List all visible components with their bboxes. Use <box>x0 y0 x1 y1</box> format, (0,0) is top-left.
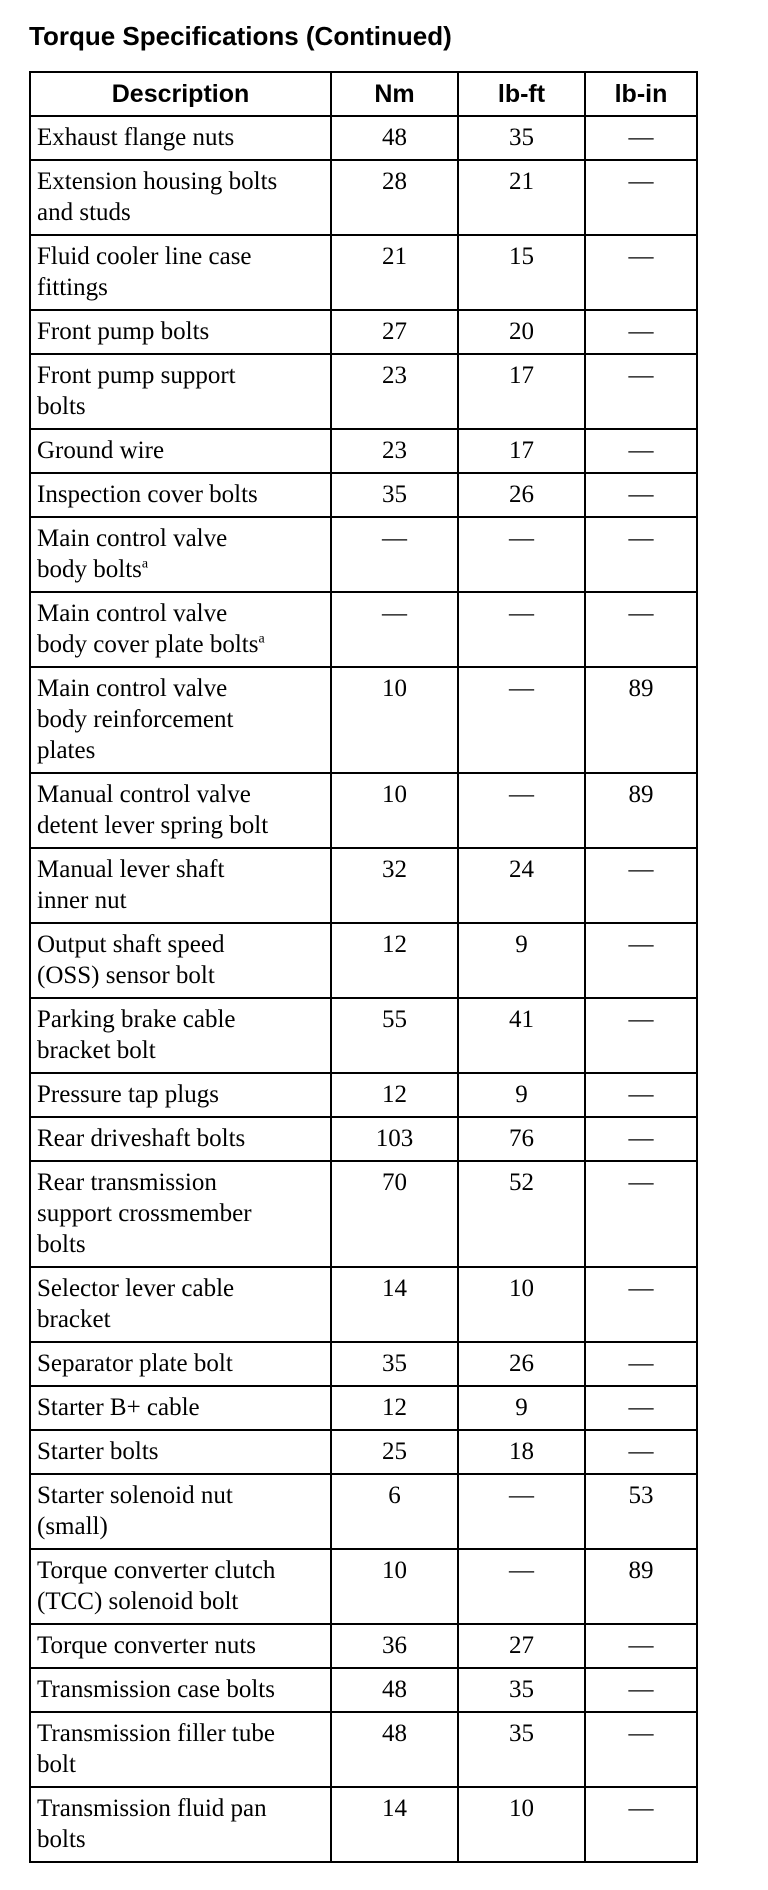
row-nm: 10 <box>331 773 458 848</box>
row-lbft: 21 <box>458 160 585 235</box>
table-row <box>30 667 697 773</box>
row-lbin: — <box>585 1712 697 1787</box>
row-lbft: 41 <box>458 998 585 1073</box>
description-text: Starter solenoid nut (small) <box>37 1482 233 1540</box>
table-body <box>30 116 697 1862</box>
row-nm: 27 <box>331 310 458 354</box>
description-text: Main control valve body reinforcement plates <box>37 675 234 764</box>
description-text: Separator plate bolt <box>37 1350 233 1377</box>
row-lbin: — <box>585 517 697 592</box>
description-text: Output shaft speed (OSS) sensor bolt <box>37 931 225 989</box>
row-lbft: 10 <box>458 1267 585 1342</box>
table-row <box>30 1668 697 1712</box>
table-row <box>30 592 697 667</box>
row-nm: 14 <box>331 1267 458 1342</box>
row-description <box>30 998 331 1073</box>
row-description <box>30 429 331 473</box>
row-lbin: — <box>585 310 697 354</box>
row-lbin: 89 <box>585 667 697 773</box>
row-nm: 103 <box>331 1117 458 1161</box>
row-lbft: 17 <box>458 429 585 473</box>
table-row <box>30 1161 697 1267</box>
row-lbft: — <box>458 517 585 592</box>
row-lbin: — <box>585 1787 697 1862</box>
row-nm: 36 <box>331 1624 458 1668</box>
footnote-marker: a <box>141 556 149 572</box>
description-text: Transmission case bolts <box>37 1676 275 1703</box>
row-description <box>30 1386 331 1430</box>
row-description <box>30 1267 331 1342</box>
row-lbft: 26 <box>458 473 585 517</box>
row-lbft: 52 <box>458 1161 585 1267</box>
row-description <box>30 1549 331 1624</box>
row-lbin: — <box>585 354 697 429</box>
row-nm: 48 <box>331 1712 458 1787</box>
description-text: Inspection cover bolts <box>37 481 258 508</box>
row-lbin: — <box>585 1668 697 1712</box>
header-lbin: lb-in <box>585 72 697 116</box>
description-text: Rear driveshaft bolts <box>37 1125 246 1152</box>
page-title: Torque Specifications (Continued) <box>29 21 452 51</box>
row-lbft: 17 <box>458 354 585 429</box>
row-lbft: 9 <box>458 1073 585 1117</box>
row-lbin: — <box>585 1161 697 1267</box>
table-row <box>30 160 697 235</box>
row-lbin: — <box>585 1117 697 1161</box>
row-nm: 48 <box>331 1668 458 1712</box>
row-nm: 21 <box>331 235 458 310</box>
table-row <box>30 1549 697 1624</box>
table-row <box>30 354 697 429</box>
row-nm: 35 <box>331 473 458 517</box>
row-lbft: 76 <box>458 1117 585 1161</box>
table-row <box>30 773 697 848</box>
row-lbin: — <box>585 473 697 517</box>
description-text: Exhaust flange nuts <box>37 124 235 151</box>
table-row <box>30 1267 697 1342</box>
row-nm: 48 <box>331 116 458 160</box>
table-row <box>30 923 697 998</box>
table-row <box>30 473 697 517</box>
row-description <box>30 1624 331 1668</box>
row-nm: 12 <box>331 1073 458 1117</box>
row-lbft: 9 <box>458 1386 585 1430</box>
row-description <box>30 923 331 998</box>
header-description: Description <box>30 72 331 116</box>
row-description <box>30 1117 331 1161</box>
table-row <box>30 1386 697 1430</box>
row-nm: 10 <box>331 667 458 773</box>
description-text: Torque converter nuts <box>37 1632 257 1659</box>
row-lbin: — <box>585 1430 697 1474</box>
description-text: Selector lever cable bracket <box>37 1275 235 1333</box>
row-nm: 35 <box>331 1342 458 1386</box>
row-lbft: 26 <box>458 1342 585 1386</box>
header-lbft: lb-ft <box>458 72 585 116</box>
table-row <box>30 310 697 354</box>
row-lbin: — <box>585 1073 697 1117</box>
description-text: Fluid cooler line case fittings <box>37 243 252 301</box>
row-nm: 25 <box>331 1430 458 1474</box>
row-nm: 10 <box>331 1549 458 1624</box>
table-row <box>30 235 697 310</box>
table-row <box>30 848 697 923</box>
description-text: Main control valve body cover plate bolts <box>37 600 259 658</box>
row-lbft: 10 <box>458 1787 585 1862</box>
row-lbft: — <box>458 773 585 848</box>
description-text: Transmission fluid pan bolts <box>37 1795 267 1853</box>
row-description <box>30 1430 331 1474</box>
row-description <box>30 667 331 773</box>
description-text: Rear transmission support crossmember bolts <box>37 1169 252 1258</box>
row-lbin: 89 <box>585 1549 697 1624</box>
description-text: Manual lever shaft inner nut <box>37 856 225 914</box>
row-nm: 12 <box>331 923 458 998</box>
row-lbin: — <box>585 998 697 1073</box>
row-lbin: — <box>585 235 697 310</box>
row-nm: 32 <box>331 848 458 923</box>
row-description <box>30 310 331 354</box>
table-row <box>30 1474 697 1549</box>
row-lbft: — <box>458 1474 585 1549</box>
table-row <box>30 1624 697 1668</box>
row-description <box>30 235 331 310</box>
row-lbin: — <box>585 429 697 473</box>
row-lbin: — <box>585 848 697 923</box>
row-nm: 55 <box>331 998 458 1073</box>
row-description <box>30 773 331 848</box>
table-row <box>30 1787 697 1862</box>
row-description <box>30 1712 331 1787</box>
row-lbft: — <box>458 1549 585 1624</box>
row-description <box>30 1161 331 1267</box>
table-row <box>30 1430 697 1474</box>
row-nm: — <box>331 517 458 592</box>
description-text: Pressure tap plugs <box>37 1081 219 1108</box>
table-row <box>30 116 697 160</box>
row-lbin: — <box>585 160 697 235</box>
row-lbft: 20 <box>458 310 585 354</box>
header-nm: Nm <box>331 72 458 116</box>
row-lbft: 35 <box>458 116 585 160</box>
table-row <box>30 1073 697 1117</box>
row-nm: 6 <box>331 1474 458 1549</box>
row-nm: 70 <box>331 1161 458 1267</box>
row-description <box>30 1787 331 1862</box>
description-text: Torque converter clutch (TCC) solenoid bolt <box>37 1557 276 1615</box>
row-description <box>30 473 331 517</box>
table-row <box>30 517 697 592</box>
row-description <box>30 517 331 592</box>
row-description <box>30 592 331 667</box>
description-text: Front pump support bolts <box>37 362 236 420</box>
table-header-row <box>30 72 697 116</box>
row-description <box>30 116 331 160</box>
row-description <box>30 354 331 429</box>
torque-spec-table <box>29 71 698 1863</box>
row-lbft: 15 <box>458 235 585 310</box>
row-nm: 23 <box>331 354 458 429</box>
row-lbin: — <box>585 1267 697 1342</box>
row-description <box>30 848 331 923</box>
row-nm: 14 <box>331 1787 458 1862</box>
description-text: Ground wire <box>37 437 165 464</box>
table-row <box>30 1342 697 1386</box>
description-text: Transmission filler tube bolt <box>37 1720 275 1778</box>
footnote-marker: a <box>258 631 265 647</box>
row-lbin: — <box>585 116 697 160</box>
table-row <box>30 429 697 473</box>
row-description <box>30 1668 331 1712</box>
row-lbft: 35 <box>458 1712 585 1787</box>
row-description <box>30 1342 331 1386</box>
row-nm: 23 <box>331 429 458 473</box>
row-lbin: — <box>585 1342 697 1386</box>
description-text: Extension housing bolts and studs <box>37 168 278 226</box>
description-text: Main control valve body bolts <box>37 525 228 583</box>
row-lbft: 18 <box>458 1430 585 1474</box>
row-description <box>30 160 331 235</box>
row-nm: — <box>331 592 458 667</box>
row-nm: 12 <box>331 1386 458 1430</box>
row-lbft: 9 <box>458 923 585 998</box>
row-lbin: 89 <box>585 773 697 848</box>
description-text: Starter bolts <box>37 1438 159 1465</box>
description-text: Starter B+ cable <box>37 1394 200 1421</box>
description-text: Manual control valve detent lever spring bolt <box>37 781 269 839</box>
row-lbft: 35 <box>458 1668 585 1712</box>
row-lbin: 53 <box>585 1474 697 1549</box>
row-description <box>30 1474 331 1549</box>
description-text: Parking brake cable bracket bolt <box>37 1006 236 1064</box>
row-lbft: 27 <box>458 1624 585 1668</box>
row-lbft: 24 <box>458 848 585 923</box>
description-text: Front pump bolts <box>37 318 210 345</box>
row-lbin: — <box>585 923 697 998</box>
table-row <box>30 1117 697 1161</box>
row-lbin: — <box>585 1624 697 1668</box>
table-row <box>30 1712 697 1787</box>
row-lbin: — <box>585 592 697 667</box>
row-lbft: — <box>458 592 585 667</box>
table-row <box>30 998 697 1073</box>
row-nm: 28 <box>331 160 458 235</box>
row-lbft: — <box>458 667 585 773</box>
row-lbin: — <box>585 1386 697 1430</box>
row-description <box>30 1073 331 1117</box>
